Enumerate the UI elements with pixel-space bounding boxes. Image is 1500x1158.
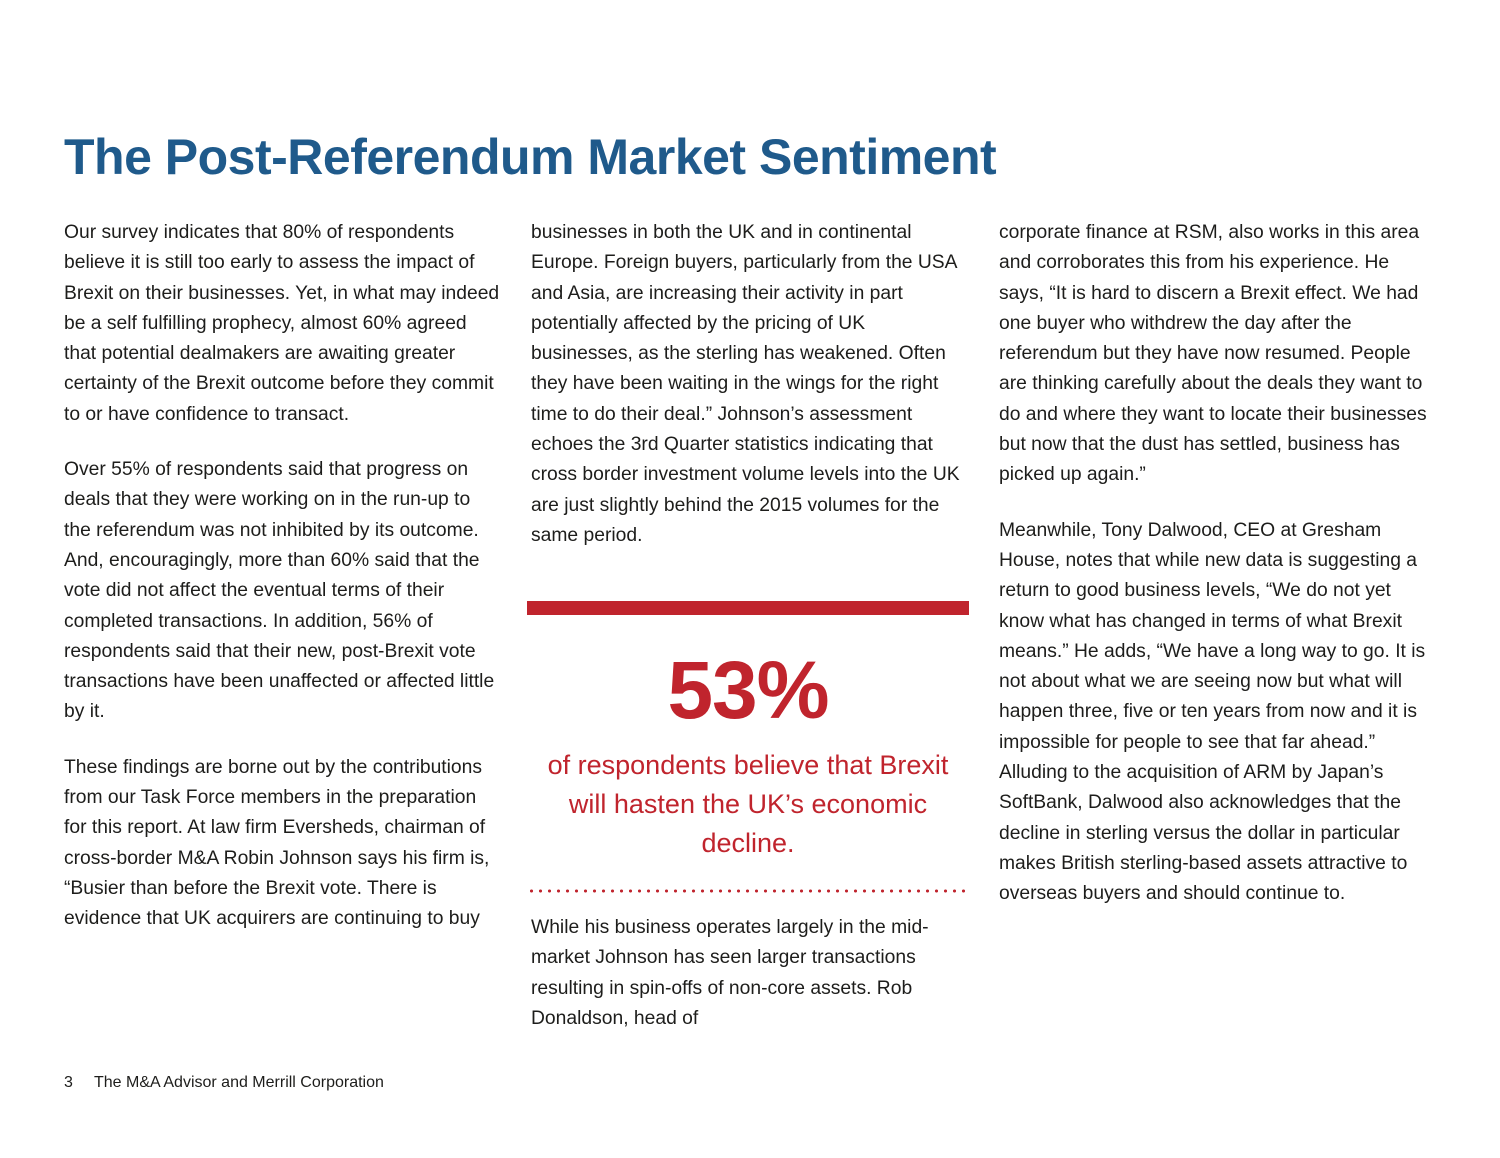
body-column-2-continued [531,913,971,1034]
paragraph-survey-results: Our survey indicates that 80% of respondents believe it is still too early to assess the impact of Brexit on their businesses. Yet, in what may indeed be a self fulfilling prophecy, almost 60% agreed that potential dealmakers are awaiting greater certainty of the Brexit outcome before they commit to or have confidence to transact. [64,222,500,425]
page-number: 3 [64,1074,73,1091]
paragraph-mid-market: While his business operates largely in the mid-market Johnson has seen larger transactions resulting in spin-offs of non-core assets. Rob Donaldson, head of [531,917,929,1029]
paragraph-gresham-dalwood: Meanwhile, Tony Dalwood, CEO at Gresham House, notes that while new data is suggesting a return to good business levels, “We do not yet know what has changed in terms of what Brexit means.” He adds, “We have a long way to go. It is not about what we are seeing now but what will happen three, five or ten years from now and it is impossible for people to see that far ahead.” Alluding to the acquisition of ARM by Japan’s SoftBank, Dalwood also acknowledges that the decline in sterling versus the dollar in particular makes British sterling-based assets attractive to overseas buyers and should continue to. [999,519,1426,905]
body-column-2 [531,218,971,576]
paragraph-foreign-buyers: businesses in both the UK and in continental Europe. Foreign buyers, particularly from the USA and Asia, are increasing their activity in part potentially affected by the pricing of UK businesses, as the sterling has weakened. Often they have been waiting in the wings for the right time to do their deal.” Johnson’s assessment echoes the 3rd Quarter statistics indicating that cross border investment volume levels into the UK are just slightly behind the 2015 volumes for the same period. [531,222,960,546]
callout-top-rule [527,601,969,615]
statistic-callout [527,601,969,893]
callout-dotted-divider [527,889,969,893]
publication-name: The M&A Advisor and Merrill Corporation [94,1074,384,1091]
paragraph-deal-progress: Over 55% of respondents said that progress on deals that they were working on in the run-up to the referendum was not inhibited by its outcome. And, encouragingly, more than 60% said that the vote did not affect the eventual terms of their completed transactions. In addition, 56% of respondents said that their new, post-Brexit vote transactions have been unaffected or affected little by it. [64,459,495,723]
paragraph-rsm-donaldson: corporate finance at RSM, also works in this area and corroborates this from his experience. He says, “It is hard to discern a Brexit effect. We had one buyer who withdrew the day after the referendum but they have now resumed. People are thinking carefully about the deals they want to do and where they want to locate their businesses but now that the dust has settled, business has picked up again.” [999,222,1427,486]
callout-caption: of respondents believe that Brexit will hasten the UK’s economic decline. [547,750,949,858]
body-column-3 [999,218,1439,935]
body-column-1 [64,218,500,960]
page-footer [64,1073,384,1093]
paragraph-task-force: These findings are borne out by the contributions from our Task Force members in the preparation for this report. At law firm Eversheds, chairman of cross-border M&A Robin Johnson says his firm is, “Busier than before the Brexit vote. There is evidence that UK acquirers are continuing to buy [64,756,490,930]
page-title: The Post-Referendum Market Sentiment [64,129,997,185]
callout-statistic: 53% [667,645,829,736]
